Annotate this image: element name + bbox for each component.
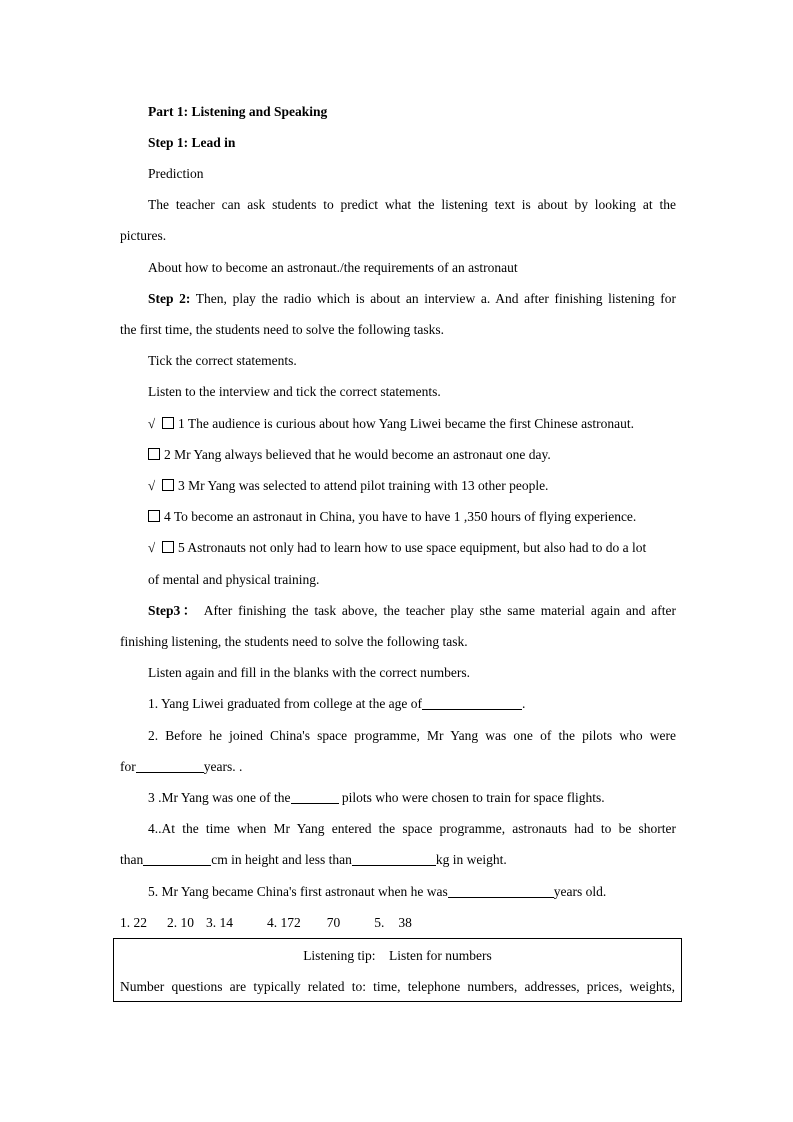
question-2-line2	[120, 759, 242, 775]
tick-heading: Tick the correct statements.	[148, 353, 297, 368]
answer-key	[120, 915, 412, 931]
statement-text: 2 Mr Yang always believed that he would become an astronaut one day.	[164, 447, 551, 462]
statement-5-continued: of mental and physical training.	[148, 572, 320, 587]
answer-item: 2. 10	[167, 915, 194, 930]
prediction-label: Prediction	[148, 166, 204, 181]
answer-item: 4. 172	[267, 915, 301, 930]
tick-instruction: Listen to the interview and tick the correct statements.	[148, 384, 441, 399]
question-text: 5. Mr Yang became China's first astronaut when he was	[148, 884, 448, 899]
statement-2	[148, 447, 551, 463]
question-text: .	[522, 696, 526, 711]
answer-item: 5.	[374, 915, 385, 930]
question-1	[148, 696, 525, 712]
step2-label: Step 2:	[148, 291, 191, 306]
question-4-line1: 4..At the time when Mr Yang entered the space programme, astronauts had to be shorter	[148, 821, 676, 836]
step2-line2: the first time, the students need to solve the following tasks.	[120, 322, 444, 337]
statement-5	[148, 540, 646, 556]
prediction-text-line1: The teacher can ask students to predict what the listening text is about by looking at the	[148, 197, 676, 212]
step3-line1	[148, 603, 676, 619]
answer-blank[interactable]	[448, 884, 554, 898]
question-text: years. .	[203, 759, 243, 774]
prediction-answer: About how to become an astronaut./the requirements of an astronaut	[148, 260, 518, 275]
checkbox[interactable]	[162, 479, 174, 491]
tip-title: Listening tip: Listen for numbers	[303, 948, 492, 963]
question-text: years old.	[553, 884, 607, 899]
answer-item: 1. 22	[120, 915, 147, 930]
check-mark-icon: √	[148, 416, 156, 431]
check-mark-icon: √	[148, 478, 156, 493]
statement-text: 3 Mr Yang was selected to attend pilot training with 13 other people.	[178, 478, 549, 493]
question-text: for	[120, 759, 136, 774]
checkbox[interactable]	[148, 510, 160, 522]
question-text: 3 .Mr Yang was one of the	[148, 790, 291, 805]
question-text: pilots who were chosen to train for space flights.	[338, 790, 605, 805]
part-title: Part 1: Listening and Speaking	[148, 104, 328, 119]
answer-blank[interactable]	[352, 852, 436, 866]
listening-tip-box	[113, 938, 682, 1002]
statement-text: 4 To become an astronaut in China, you have to have 1 ,350 hours of flying experience.	[164, 509, 637, 524]
question-text: 1. Yang Liwei graduated from college at the age of	[148, 696, 423, 711]
check-mark-icon: √	[148, 540, 156, 555]
statement-4	[148, 509, 636, 525]
step3-line2: finishing listening, the students need to solve the following task.	[120, 634, 468, 649]
answer-item: 38	[398, 915, 412, 930]
statement-text: 5 Astronauts not only had to learn how to use space equipment, but also had to do a lot	[178, 540, 647, 555]
answer-item: 3. 14	[206, 915, 233, 930]
question-text: kg in weight.	[435, 852, 507, 867]
fill-instruction: Listen again and fill in the blanks with the correct numbers.	[148, 665, 471, 680]
answer-blank[interactable]	[291, 790, 339, 804]
question-2-line1: 2. Before he joined China's space programme, Mr Yang was one of the pilots who were	[148, 728, 676, 743]
statement-3	[148, 478, 548, 494]
question-4-line2	[120, 852, 507, 868]
answer-blank[interactable]	[136, 759, 204, 773]
step1-title: Step 1: Lead in	[148, 135, 236, 150]
question-3	[148, 790, 605, 806]
answer-blank[interactable]	[143, 852, 211, 866]
checkbox[interactable]	[148, 448, 160, 460]
tip-text: Number questions are typically related to: time, telephone numbers, addresses, prices, weights,	[120, 979, 675, 994]
statement-text: 1 The audience is curious about how Yang Liwei became the first Chinese astronaut.	[178, 416, 635, 431]
step2-text: Then, play the radio which is about an interview a. And after finishing listening for	[190, 291, 676, 306]
prediction-text-line2: pictures.	[120, 228, 167, 243]
answer-blank[interactable]	[422, 696, 522, 710]
question-text: cm in height and less than	[211, 852, 352, 867]
step2-line1	[148, 291, 676, 307]
checkbox[interactable]	[162, 541, 174, 553]
step3-text: After finishing the task above, the teacher play sthe same material again and after	[198, 603, 676, 618]
step3-label: Step3：	[148, 603, 199, 618]
question-5	[148, 884, 606, 900]
question-text: than	[120, 852, 144, 867]
answer-item: 70	[326, 915, 341, 930]
statement-1	[148, 416, 634, 432]
checkbox[interactable]	[162, 417, 174, 429]
